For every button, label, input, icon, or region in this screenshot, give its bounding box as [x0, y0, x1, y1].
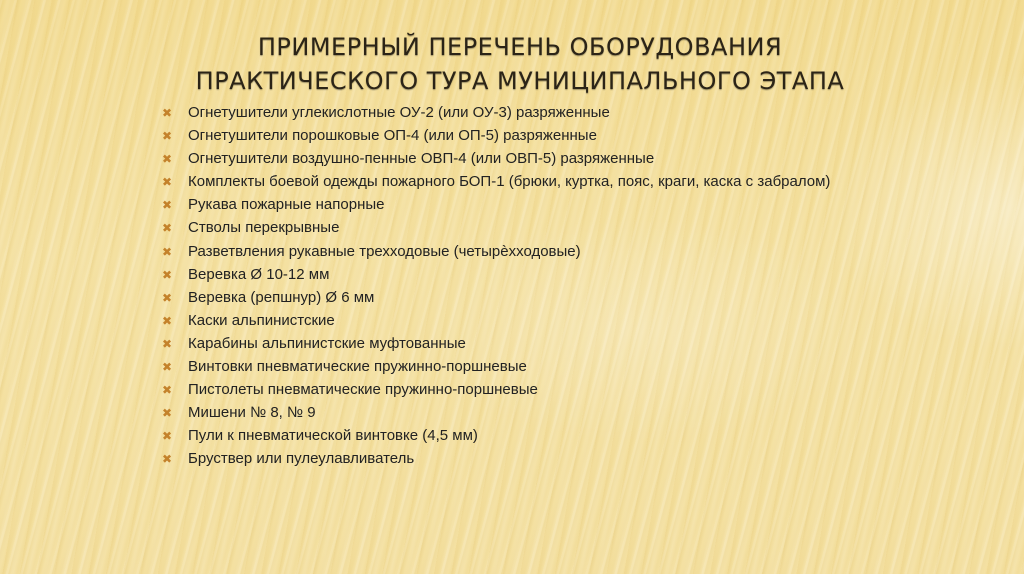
list-item-text: Стволы перекрывные — [188, 219, 340, 237]
list-item — [160, 219, 900, 237]
list-item-text: Карабины альпинистские муфтованные — [188, 334, 466, 352]
list-item-text: Каски альпинистские — [188, 311, 335, 329]
list-item — [160, 127, 900, 145]
list-item — [160, 243, 900, 261]
list-item-text: Винтовки пневматические пружинно-поршневые — [188, 358, 527, 376]
list-item — [160, 104, 900, 122]
equipment-list — [160, 104, 900, 474]
x-mark-bullet-icon: ✖ — [162, 198, 173, 213]
list-item-text: Веревка (репшнур) Ø 6 мм — [188, 288, 375, 306]
list-item — [160, 450, 900, 468]
list-item — [160, 312, 900, 330]
x-mark-bullet-icon: ✖ — [162, 290, 173, 305]
list-item — [160, 404, 900, 422]
x-mark-bullet-icon: ✖ — [162, 152, 173, 167]
list-item — [160, 266, 900, 284]
x-mark-bullet-icon: ✖ — [162, 406, 173, 421]
title-line-1: ПРИМЕРНЫЙ ПЕРЕЧЕНЬ ОБОРУДОВАНИЯ — [257, 33, 783, 61]
list-item-text: Рукава пожарные напорные — [188, 196, 385, 214]
x-mark-bullet-icon: ✖ — [162, 244, 173, 259]
x-mark-bullet-icon: ✖ — [162, 429, 173, 444]
list-item-text: Бруствер или пулеулавливатель — [188, 450, 415, 468]
list-item — [160, 381, 900, 399]
title-line-2: ПРАКТИЧЕСКОГО ТУРА МУНИЦИПАЛЬНОГО ЭТАПА — [195, 67, 845, 95]
x-mark-bullet-icon: ✖ — [162, 336, 173, 351]
list-item — [160, 427, 900, 445]
list-item-text: Веревка Ø 10-12 мм — [188, 265, 330, 283]
list-item — [160, 289, 900, 307]
list-item-text: Огнетушители воздушно-пенные ОВП-4 (или ОВП-5) разряженные — [188, 150, 655, 168]
x-mark-bullet-icon: ✖ — [162, 129, 173, 144]
x-mark-bullet-icon: ✖ — [162, 360, 173, 375]
list-item-text: Пистолеты пневматические пружинно-поршневые — [188, 381, 538, 399]
x-mark-bullet-icon: ✖ — [162, 383, 173, 398]
list-item-text: Мишени № 8, № 9 — [188, 404, 316, 422]
list-item — [160, 358, 900, 376]
x-mark-bullet-icon: ✖ — [162, 313, 173, 328]
x-mark-bullet-icon: ✖ — [162, 221, 173, 236]
list-item-text: Пули к пневматической винтовке (4,5 мм) — [188, 427, 478, 445]
list-item — [160, 150, 900, 168]
list-item — [160, 335, 900, 353]
x-mark-bullet-icon: ✖ — [162, 267, 173, 282]
slide-title — [140, 30, 900, 98]
x-mark-bullet-icon: ✖ — [162, 106, 173, 120]
list-item-text: Огнетушители углекислотные ОУ-2 (или ОУ-3) разряженные — [188, 104, 610, 121]
list-item — [160, 196, 900, 214]
x-mark-bullet-icon: ✖ — [162, 175, 173, 190]
x-mark-bullet-icon: ✖ — [162, 452, 173, 467]
list-item — [160, 173, 900, 191]
list-item-text: Разветвления рукавные трехходовые (четырèхходовые) — [188, 242, 581, 260]
list-item-text: Огнетушители порошковые ОП-4 (или ОП-5) разряженные — [188, 127, 597, 145]
list-item-text: Комплекты боевой одежды пожарного БОП-1 (брюки, куртка, пояс, краги, каска с забралом) — [188, 173, 831, 191]
